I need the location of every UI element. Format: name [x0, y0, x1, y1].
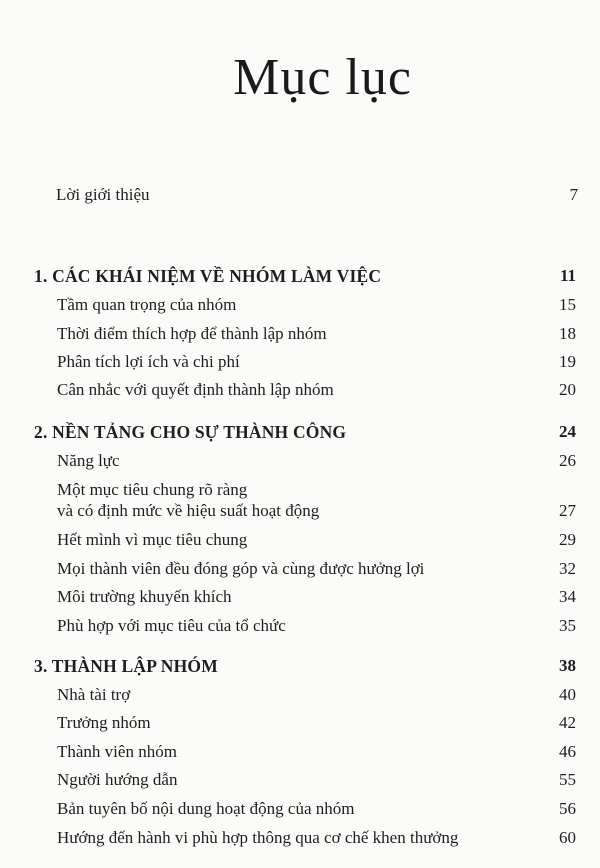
toc-entry-label: Cân nhắc với quyết định thành lập nhóm [57, 380, 334, 399]
toc-entry-page: 19 [559, 352, 576, 371]
toc-entry-page: 7 [569, 185, 578, 204]
toc-entry-page: 18 [559, 324, 576, 343]
toc-entry-label: Thời điểm thích hợp để thành lập nhóm [57, 324, 327, 343]
toc-entry-page: 20 [559, 380, 576, 399]
toc-entry-label: Phân tích lợi ích và chi phí [57, 352, 240, 371]
toc-chapter-page: 11 [559, 266, 576, 285]
toc-entry-page: 26 [559, 451, 576, 470]
toc-entry-page: 34 [559, 587, 576, 606]
toc-entry-page: 40 [559, 685, 576, 704]
toc-chapter-label: 1. CÁC KHÁI NIỆM VỀ NHÓM LÀM VIỆC [34, 266, 382, 286]
toc-entry-page: 29 [559, 530, 576, 549]
toc-entry-label: Thành viên nhóm [57, 742, 177, 761]
toc-entry-page: 46 [559, 742, 576, 761]
toc-entry-page: 15 [559, 295, 576, 314]
toc-entry-page: 35 [559, 616, 576, 635]
toc-entry-page: 56 [559, 799, 576, 818]
toc-chapter-label: 3. THÀNH LẬP NHÓM [34, 656, 218, 676]
toc-entry-label: Năng lực [57, 451, 120, 470]
page-title: Mục lục [233, 49, 412, 106]
toc-entry-label: Bản tuyên bố nội dung hoạt động của nhóm [57, 799, 355, 818]
toc-entry-label: Tầm quan trọng của nhóm [57, 295, 237, 314]
toc-entry-label: Hướng đến hành vi phù hợp thông qua cơ chế khen thưởng [57, 828, 459, 847]
toc-entry-label: Lời giới thiệu [56, 185, 150, 204]
toc-entry-label: Trưởng nhóm [57, 713, 151, 732]
toc-entry-label: Một mục tiêu chung rõ ràng [57, 480, 248, 499]
toc-chapter-label: 2. NỀN TẢNG CHO SỰ THÀNH CÔNG [34, 422, 347, 442]
toc-entry-label: Môi trường khuyến khích [57, 587, 232, 606]
toc-entry-label: Người hướng dẫn [57, 770, 178, 789]
toc-entry-page: 27 [559, 501, 576, 520]
toc-entry-label: Mọi thành viên đều đóng góp và cùng được hưởng lợi [57, 559, 425, 578]
toc-chapter-page: 38 [559, 656, 576, 675]
toc-entry-page: 60 [559, 828, 576, 847]
toc-entry-page: 32 [559, 559, 576, 578]
toc-entry-page: 42 [559, 713, 576, 732]
toc-entry-label: Phù hợp với mục tiêu của tổ chức [57, 616, 286, 635]
toc-entry-label: Nhà tài trợ [57, 685, 131, 704]
toc-chapter-page: 24 [559, 422, 576, 441]
toc-entry-label: Hết mình vì mục tiêu chung [57, 530, 248, 549]
toc-entry-page: 55 [559, 770, 576, 789]
toc-entry-label: và có định mức về hiệu suất hoạt động [57, 501, 320, 520]
